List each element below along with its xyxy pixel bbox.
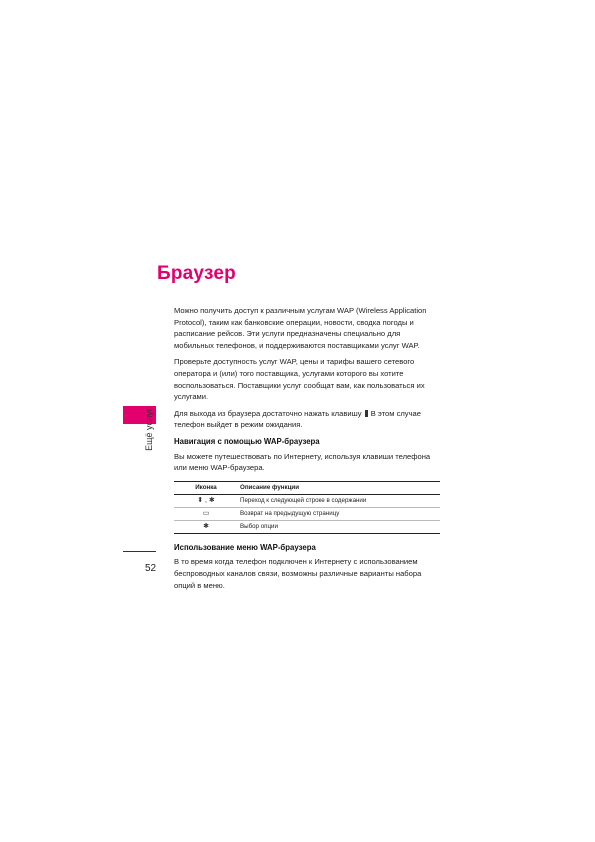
table-cell-desc: Переход к следующей строке в содержании [240, 497, 367, 505]
table-header-icon: Иконка [195, 484, 217, 492]
table-row [174, 508, 440, 521]
table-header-row [174, 482, 440, 495]
table-cell-desc: Возврат на предыдущую страницу [240, 510, 340, 518]
page-number-rule [123, 551, 156, 552]
nav-paragraph: Вы можете путешествовать по Интернету, используя клавиши телефона или меню WAP-браузера. [174, 451, 431, 473]
ok-key-icon: ✱ [203, 522, 209, 530]
section-side-label: Ещё услуг [144, 408, 154, 451]
up-down-keys-icon: ⬍ , ✱ [197, 496, 215, 504]
availability-paragraph: Проверьте доступность услуг WAP, цены и тарифы вашего сетевого оператора и (или) того поставщика, услугами которого вы хотите воспользоваться. Поставщики услуг сообщат вам, как пользоваться их услугами. [174, 357, 425, 402]
clear-key-icon: ▭ [202, 509, 210, 517]
menu-heading: Использование меню WAP-браузера [174, 542, 316, 552]
main-content [174, 305, 440, 596]
page-number: 52 [145, 563, 157, 574]
table-row [174, 521, 440, 533]
exit-paragraph [174, 408, 440, 431]
end-key-icon [365, 410, 368, 417]
table-cell-desc: Выбор опции [240, 523, 278, 531]
table-header-desc: Описание функции [240, 484, 300, 492]
key-functions-table [174, 481, 440, 534]
exit-text-before: Для выхода из браузера достаточно нажать клавишу [174, 408, 362, 418]
exit-text-after: В этом случае телефон выйдет в режим ожидания. [174, 408, 422, 430]
menu-paragraph: В то время когда телефон подключен к Интернету с использованием беспроводных каналов связи, возможны различные варианты набора опций в меню. [174, 557, 422, 590]
table-row [174, 495, 440, 508]
intro-paragraph: Можно получить доступ к различным услугам WAP (Wireless Application Protocol), таким как банковские операции, новости, сводка погоды и расписание рейсов. Эти услуги предназначены специально для мобильных телефонов, и поддерживаются поставщиками услуг WAP. [174, 306, 427, 350]
page-title: Браузер [157, 263, 236, 284]
nav-heading: Навигация с помощью WAP-браузера [174, 436, 320, 446]
